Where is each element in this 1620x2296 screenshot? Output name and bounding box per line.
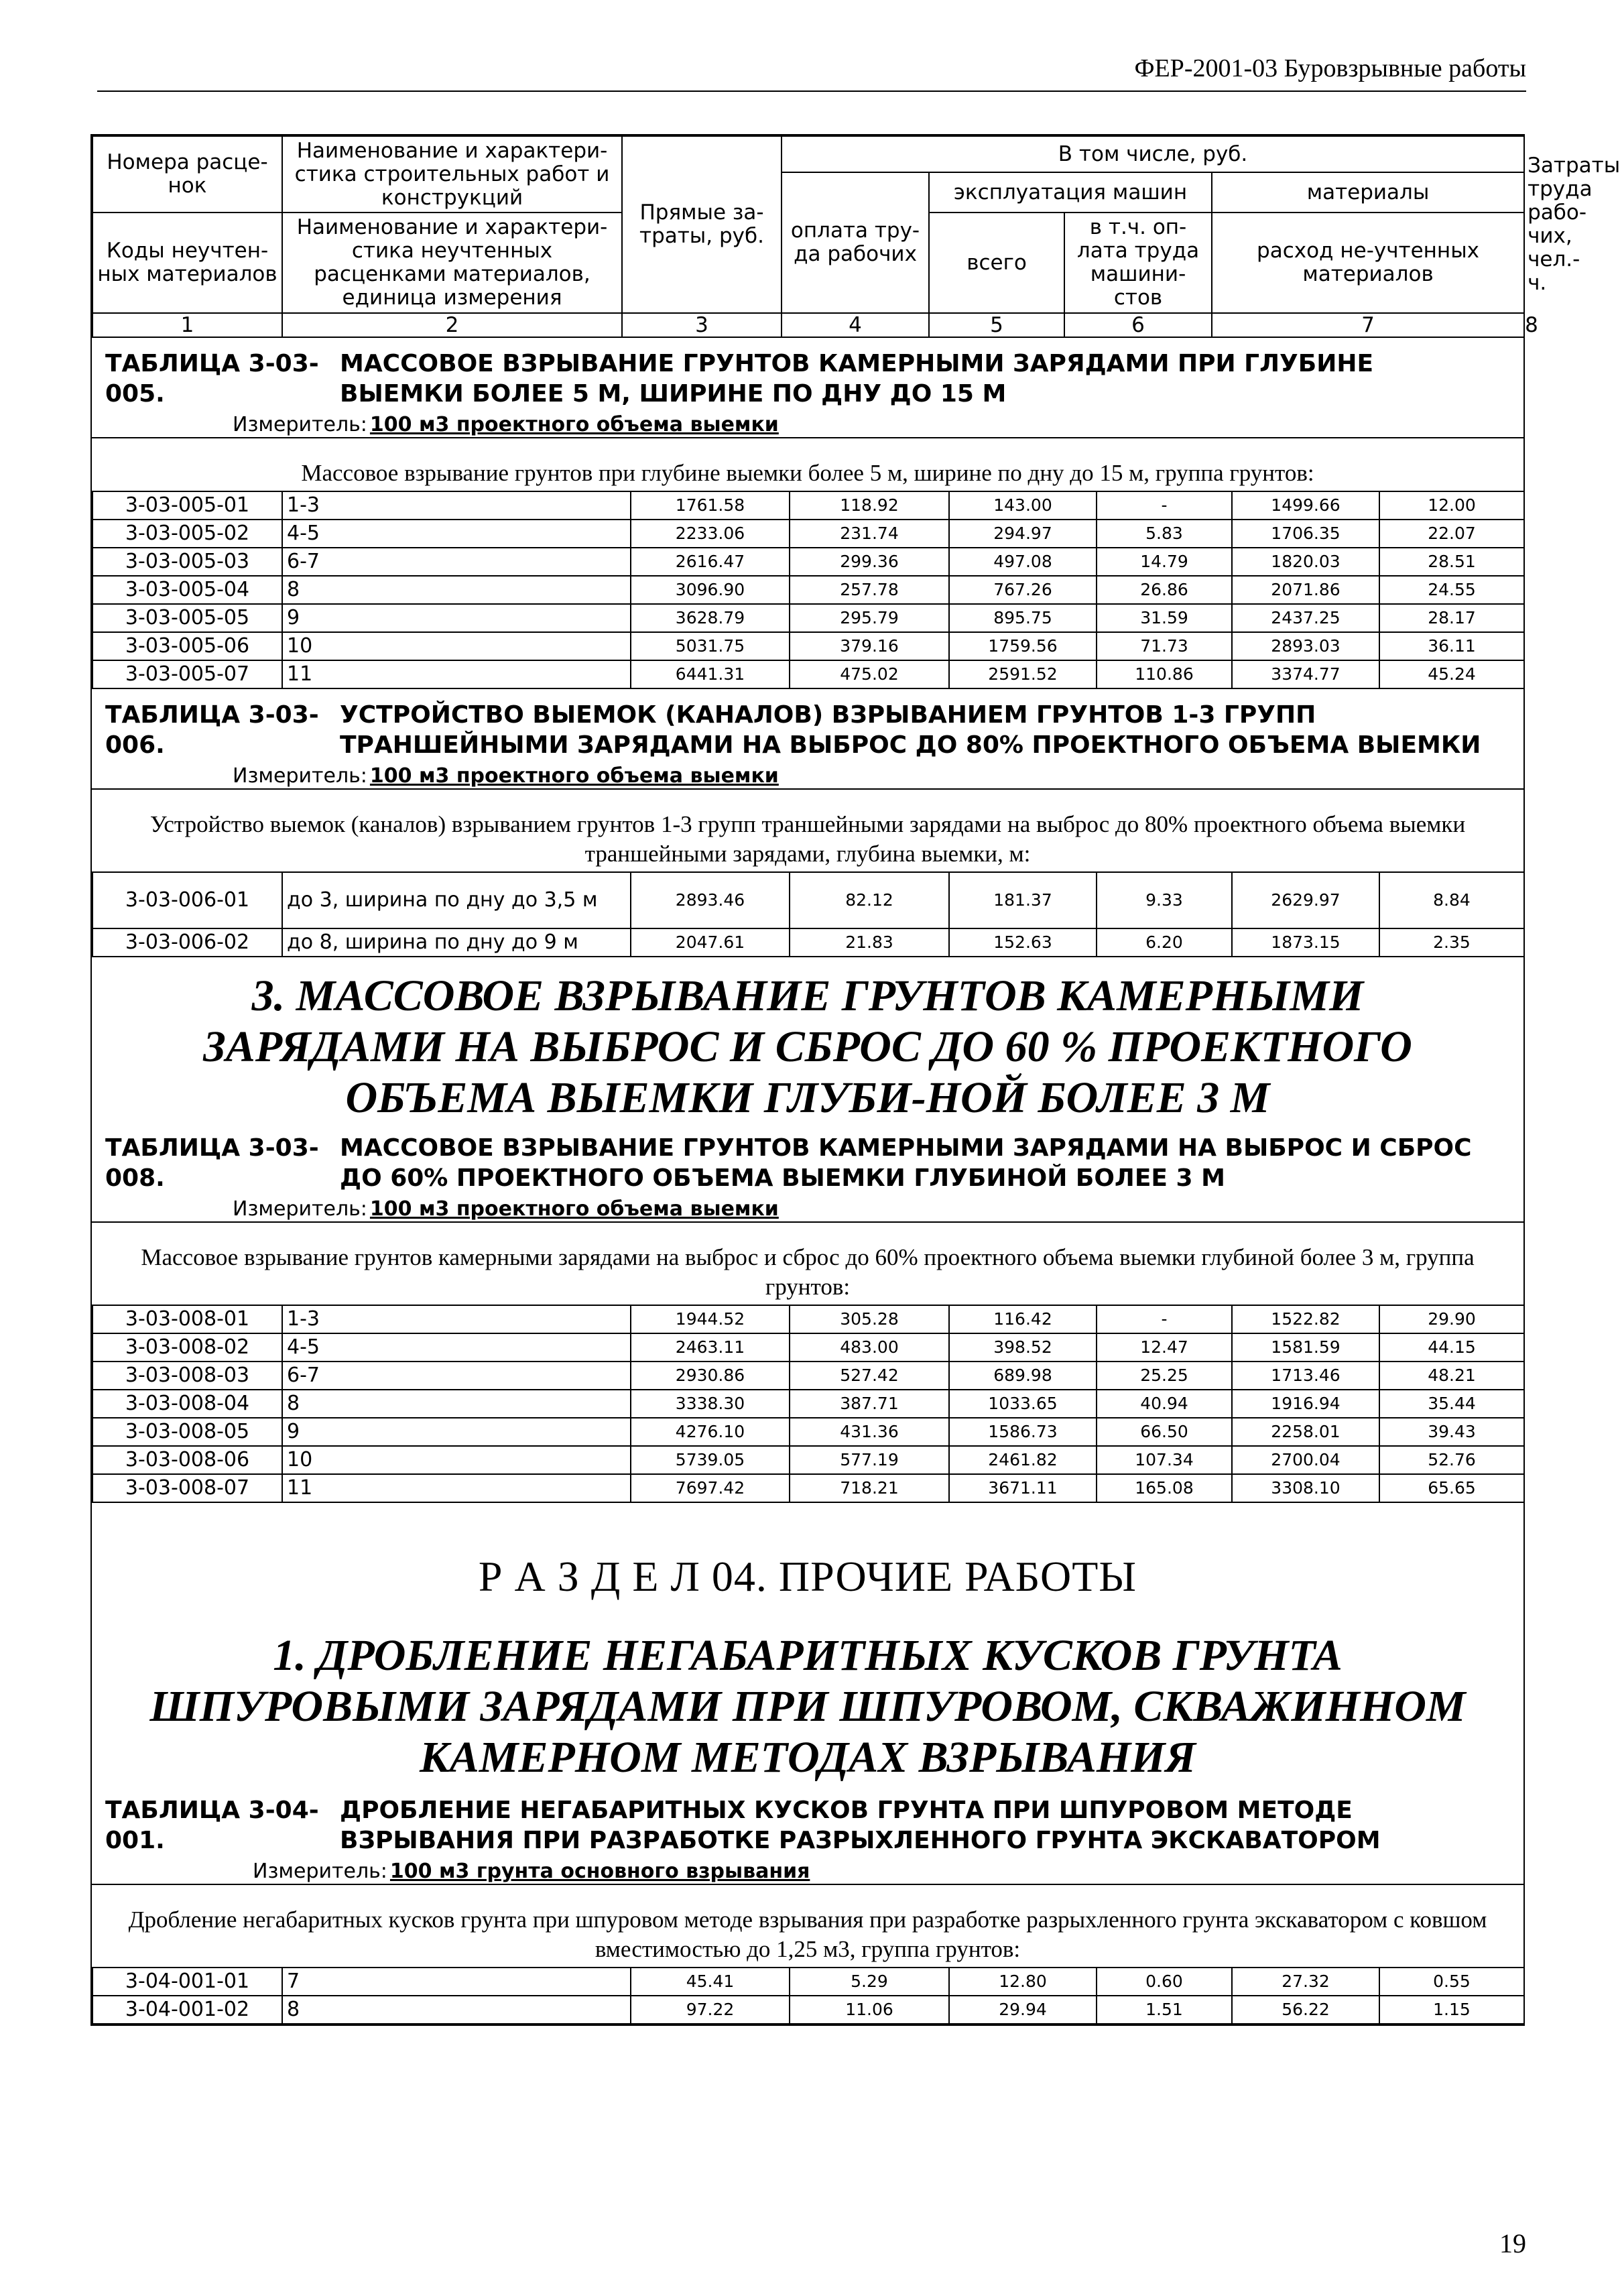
materials: 3374.77 (1232, 660, 1379, 688)
rate-name: 6-7 (282, 1362, 631, 1390)
machinist-wages: 31.59 (1097, 604, 1232, 632)
rate-name: 7 (282, 1968, 631, 1996)
direct-cost: 2930.86 (631, 1362, 790, 1390)
rate-code: 3-03-008-05 (92, 1418, 282, 1446)
direct-cost: 1944.52 (631, 1305, 790, 1333)
direct-cost: 3096.90 (631, 576, 790, 604)
rate-code: 3-03-005-05 (92, 604, 282, 632)
machinist-wages: 26.86 (1097, 576, 1232, 604)
materials: 56.22 (1232, 1996, 1379, 2024)
rate-code: 3-03-008-06 (92, 1446, 282, 1474)
machinist-wages: 25.25 (1097, 1362, 1232, 1390)
machinist-wages: 66.50 (1097, 1418, 1232, 1446)
direct-cost: 5031.75 (631, 632, 790, 660)
table-row (92, 872, 1524, 928)
header-machinist-wages: в т.ч. оп-лата труда машини-стов (1064, 213, 1212, 313)
group-heading: Дробление негабаритных кусков грунта при шпуровом методе взрывания при разработке разрыхленного грунта экскаватором с ковшом вместимостью до 1,25 м3, группа грунтов: (128, 1907, 1487, 1962)
wages: 431.36 (790, 1418, 949, 1446)
wages: 295.79 (790, 604, 949, 632)
machinist-wages: 110.86 (1097, 660, 1232, 688)
direct-cost: 7697.42 (631, 1474, 790, 1502)
meter-line (92, 1193, 1523, 1223)
machines: 2591.52 (949, 660, 1097, 688)
machines: 1759.56 (949, 632, 1097, 660)
labor: 45.24 (1379, 660, 1524, 688)
labor: 28.51 (1379, 548, 1524, 576)
table-heading: МАССОВОЕ ВЗРЫВАНИЕ ГРУНТОВ КАМЕРНЫМИ ЗАРЯДАМИ ПРИ ГЛУБИНЕ ВЫЕМКИ БОЛЕЕ 5 М, ШИРИНЕ ПО ДНУ ДО 15 М (340, 350, 1374, 408)
table-row (92, 632, 1524, 660)
table-row (92, 1968, 1524, 1996)
labor: 28.17 (1379, 604, 1524, 632)
table-row (92, 1305, 1524, 1333)
column-header: Номера расце-нок Наименование и характери-стика строительных работ и конструкций Прямые за-траты, руб. В том числе, руб. Затраты труда рабо-чих, чел.-ч. оплата тру-да рабочих эксплуатация машин материалы Коды неучтен-ных материалов Наименование и характери-стика неучтенных расценками материалов, единица измерения всего в т.ч. оп-лата труда машини-стов расход не-учтенных материалов 1 2 3 4 5 6 7 8 (92, 135, 1525, 338)
wages: 299.36 (790, 548, 949, 576)
labor: 0.55 (1379, 1968, 1524, 1996)
header-unaccounted-materials: расход не-учтенных материалов (1212, 213, 1524, 313)
group-heading: Массовое взрывание грунтов при глубине выемки более 5 м, ширине по дну до 15 м, группа грунтов: (301, 460, 1314, 486)
col-number: 4 (782, 313, 929, 337)
rates-table (92, 871, 1525, 957)
table-label: ТАБЛИЦА 3-03-006. (105, 701, 319, 759)
rates-table (92, 491, 1525, 689)
rate-name: 11 (282, 1474, 631, 1502)
meter-label: Измеритель: (253, 1860, 387, 1883)
materials: 2071.86 (1232, 576, 1379, 604)
labor: 44.15 (1379, 1333, 1524, 1362)
meter-label: Измеритель: (233, 413, 367, 436)
header-material-codes: Коды неучтен-ных материалов (92, 213, 282, 313)
wages: 82.12 (790, 872, 949, 928)
rate-name: до 3, ширина по дну до 3,5 м (282, 872, 631, 928)
machinist-wages: 14.79 (1097, 548, 1232, 576)
rate-name: 4-5 (282, 1333, 631, 1362)
meter-label: Измеритель: (233, 1197, 367, 1221)
rate-name: 10 (282, 632, 631, 660)
header-rate-number: Номера расце-нок (92, 136, 282, 213)
table-row (92, 548, 1524, 576)
machinist-wages: 5.83 (1097, 520, 1232, 548)
table-row (92, 491, 1524, 520)
materials: 1820.03 (1232, 548, 1379, 576)
col-number: 2 (282, 313, 622, 337)
machinist-wages: - (1097, 1305, 1232, 1333)
machines: 895.75 (949, 604, 1097, 632)
rate-name: 10 (282, 1446, 631, 1474)
materials: 2437.25 (1232, 604, 1379, 632)
machines: 12.80 (949, 1968, 1097, 1996)
table-row (92, 1333, 1524, 1362)
wages: 257.78 (790, 576, 949, 604)
col-number: 5 (929, 313, 1064, 337)
rate-code: 3-03-006-01 (92, 872, 282, 928)
rate-name: 1-3 (282, 491, 631, 520)
machines: 398.52 (949, 1333, 1097, 1362)
rate-name: 8 (282, 1390, 631, 1418)
header-work-name: Наименование и характери-стика строительных работ и конструкций (282, 136, 622, 213)
col-number: 6 (1064, 313, 1212, 337)
meter-line (92, 1856, 1523, 1885)
table-title (92, 338, 1523, 409)
labor: 22.07 (1379, 520, 1524, 548)
meter-value: 100 м3 проектного объема выемки (369, 764, 779, 788)
machines: 152.63 (949, 928, 1097, 957)
rate-name: 11 (282, 660, 631, 688)
labor: 24.55 (1379, 576, 1524, 604)
header-wages: оплата тру-да рабочих (782, 172, 929, 313)
table-row (92, 1418, 1524, 1446)
machines: 2461.82 (949, 1446, 1097, 1474)
wages: 231.74 (790, 520, 949, 548)
rate-code: 3-03-005-02 (92, 520, 282, 548)
meter-value: 100 м3 проектного объема выемки (369, 1197, 779, 1221)
header-machines: эксплуатация машин (929, 172, 1212, 213)
direct-cost: 2463.11 (631, 1333, 790, 1362)
table-row (92, 660, 1524, 688)
rate-code: 3-03-005-07 (92, 660, 282, 688)
machines: 143.00 (949, 491, 1097, 520)
direct-cost: 5739.05 (631, 1446, 790, 1474)
part-heading: Р А З Д Е Л 04. ПРОЧИЕ РАБОТЫ (478, 1553, 1137, 1600)
rate-code: 3-03-008-02 (92, 1333, 282, 1362)
materials: 2893.03 (1232, 632, 1379, 660)
direct-cost: 3628.79 (631, 604, 790, 632)
page-number: 19 (1499, 2228, 1526, 2258)
header-material-name: Наименование и характери-стика неучтенных расценками материалов, единица измерения (282, 213, 622, 313)
wages: 387.71 (790, 1390, 949, 1418)
machinist-wages: 40.94 (1097, 1390, 1232, 1418)
machines: 1586.73 (949, 1418, 1097, 1446)
table-label: ТАБЛИЦА 3-03-008. (105, 1134, 319, 1192)
header-direct-costs: Прямые за-траты, руб. (622, 136, 782, 313)
table-row (92, 1474, 1524, 1502)
table-row (92, 520, 1524, 548)
machinist-wages: 6.20 (1097, 928, 1232, 957)
materials: 2629.97 (1232, 872, 1379, 928)
section-heading: 3. МАССОВОЕ ВЗРЫВАНИЕ ГРУНТОВ КАМЕРНЫМИ ЗАРЯДАМИ НА ВЫБРОС И СБРОС ДО 60 % ПРОЕКТНОГО ОБЪЕМА ВЫЕМКИ ГЛУБИ-НОЙ БОЛЕЕ 3 М (203, 971, 1412, 1122)
group-heading: Устройство выемок (каналов) взрыванием грунтов 1-3 групп траншейными зарядами на выброс до 80% проектного объема выемки траншейными зарядами, глубина выемки, м: (149, 811, 1466, 867)
labor: 35.44 (1379, 1390, 1524, 1418)
machines: 1033.65 (949, 1390, 1097, 1418)
rate-code: 3-03-005-06 (92, 632, 282, 660)
rate-name: 6-7 (282, 548, 631, 576)
rate-code: 3-03-006-02 (92, 928, 282, 957)
materials: 1706.35 (1232, 520, 1379, 548)
machines: 181.37 (949, 872, 1097, 928)
machinist-wages: 165.08 (1097, 1474, 1232, 1502)
wages: 21.83 (790, 928, 949, 957)
machines: 3671.11 (949, 1474, 1097, 1502)
materials: 27.32 (1232, 1968, 1379, 1996)
direct-cost: 1761.58 (631, 491, 790, 520)
meter-value: 100 м3 грунта основного взрывания (389, 1860, 810, 1883)
col-number: 3 (622, 313, 782, 337)
materials: 1499.66 (1232, 491, 1379, 520)
labor: 1.15 (1379, 1996, 1524, 2024)
machines: 497.08 (949, 548, 1097, 576)
rate-name: 1-3 (282, 1305, 631, 1333)
direct-cost: 3338.30 (631, 1390, 790, 1418)
machines: 689.98 (949, 1362, 1097, 1390)
wages: 5.29 (790, 1968, 949, 1996)
group-heading: Массовое взрывание грунтов камерными зарядами на выброс и сброс до 60% проектного объема выемки глубиной более 3 м, группа грунтов: (141, 1244, 1475, 1300)
rate-code: 3-03-005-03 (92, 548, 282, 576)
table-row (92, 1390, 1524, 1418)
rate-code: 3-04-001-01 (92, 1968, 282, 1996)
table-label: ТАБЛИЦА 3-03-005. (105, 350, 319, 408)
rate-name: 9 (282, 1418, 631, 1446)
rate-code: 3-03-005-04 (92, 576, 282, 604)
labor: 12.00 (1379, 491, 1524, 520)
rate-name: 4-5 (282, 520, 631, 548)
direct-cost: 2893.46 (631, 872, 790, 928)
machinist-wages: - (1097, 491, 1232, 520)
table-title (92, 1133, 1523, 1193)
wages: 118.92 (790, 491, 949, 520)
header-machines-total: всего (929, 213, 1064, 313)
rate-name: до 8, ширина по дну до 9 м (282, 928, 631, 957)
labor: 2.35 (1379, 928, 1524, 957)
section-heading: 1. ДРОБЛЕНИЕ НЕГАБАРИТНЫХ КУСКОВ ГРУНТА ШПУРОВЫМИ ЗАРЯДАМИ ПРИ ШПУРОВОМ, СКВАЖИННОМ КАМЕРНОМ МЕТОДАХ ВЗРЫВАНИЯ (149, 1631, 1466, 1782)
machinist-wages: 9.33 (1097, 872, 1232, 928)
meter-value: 100 м3 проектного объема выемки (369, 413, 779, 436)
machines: 29.94 (949, 1996, 1097, 2024)
direct-cost: 4276.10 (631, 1418, 790, 1446)
labor: 8.84 (1379, 872, 1524, 928)
wages: 11.06 (790, 1996, 949, 2024)
table-title (92, 689, 1523, 760)
labor: 48.21 (1379, 1362, 1524, 1390)
table-title (92, 1793, 1523, 1856)
table-heading: ДРОБЛЕНИЕ НЕГАБАРИТНЫХ КУСКОВ ГРУНТА ПРИ ШПУРОВОМ МЕТОДЕ ВЗРЫВАНИЯ ПРИ РАЗРАБОТКЕ РАЗРЫХЛЕННОГО ГРУНТА ЭКСКАВАТОРОМ (340, 1797, 1381, 1854)
direct-cost: 2047.61 (631, 928, 790, 957)
machines: 294.97 (949, 520, 1097, 548)
table-row (92, 1996, 1524, 2024)
wages: 577.19 (790, 1446, 949, 1474)
table-row (92, 928, 1524, 957)
col-number: 7 (1212, 313, 1524, 337)
direct-cost: 2233.06 (631, 520, 790, 548)
labor: 29.90 (1379, 1305, 1524, 1333)
rate-code: 3-04-001-02 (92, 1996, 282, 2024)
materials: 1522.82 (1232, 1305, 1379, 1333)
rate-code: 3-03-008-03 (92, 1362, 282, 1390)
materials: 1916.94 (1232, 1390, 1379, 1418)
rate-code: 3-03-008-04 (92, 1390, 282, 1418)
labor: 52.76 (1379, 1446, 1524, 1474)
table-label: ТАБЛИЦА 3-04-001. (105, 1797, 319, 1854)
wages: 718.21 (790, 1474, 949, 1502)
wages: 475.02 (790, 660, 949, 688)
materials: 2700.04 (1232, 1446, 1379, 1474)
wages: 527.42 (790, 1362, 949, 1390)
machinist-wages: 1.51 (1097, 1996, 1232, 2024)
materials: 1713.46 (1232, 1362, 1379, 1390)
machines: 116.42 (949, 1305, 1097, 1333)
header-materials: материалы (1212, 172, 1524, 213)
labor: 36.11 (1379, 632, 1524, 660)
direct-cost: 97.22 (631, 1996, 790, 2024)
running-head: ФЕР-2001-03 Буровзрывные работы (1134, 54, 1526, 82)
header-rule (97, 90, 1526, 92)
direct-cost: 45.41 (631, 1968, 790, 1996)
materials: 2258.01 (1232, 1418, 1379, 1446)
meter-label: Измеритель: (233, 764, 367, 788)
labor: 65.65 (1379, 1474, 1524, 1502)
machinist-wages: 12.47 (1097, 1333, 1232, 1362)
rate-name: 8 (282, 576, 631, 604)
rate-code: 3-03-008-07 (92, 1474, 282, 1502)
header-including: В том числе, руб. (782, 136, 1524, 172)
rates-table (92, 1967, 1525, 2025)
table-heading: УСТРОЙСТВО ВЫЕМОК (КАНАЛОВ) ВЗРЫВАНИЕМ ГРУНТОВ 1-3 ГРУПП ТРАНШЕЙНЫМИ ЗАРЯДАМИ НА ВЫБРОС ДО 80% ПРОЕКТНОГО ОБЪЕМА ВЫЕМКИ (340, 701, 1481, 759)
rate-code: 3-03-008-01 (92, 1305, 282, 1333)
machines: 767.26 (949, 576, 1097, 604)
wages: 305.28 (790, 1305, 949, 1333)
rates-table-frame (90, 134, 1620, 2026)
table-row (92, 604, 1524, 632)
materials: 1873.15 (1232, 928, 1379, 957)
materials: 1581.59 (1232, 1333, 1379, 1362)
wages: 379.16 (790, 632, 949, 660)
table-row (92, 1446, 1524, 1474)
meter-line (92, 760, 1523, 790)
table-row (92, 576, 1524, 604)
direct-cost: 6441.31 (631, 660, 790, 688)
table-row (92, 1362, 1524, 1390)
materials: 3308.10 (1232, 1474, 1379, 1502)
labor: 39.43 (1379, 1418, 1524, 1446)
rate-name: 8 (282, 1996, 631, 2024)
direct-cost: 2616.47 (631, 548, 790, 576)
rate-code: 3-03-005-01 (92, 491, 282, 520)
machinist-wages: 0.60 (1097, 1968, 1232, 1996)
rates-table (92, 1305, 1525, 1503)
col-number: 1 (92, 313, 282, 337)
wages: 483.00 (790, 1333, 949, 1362)
table-heading: МАССОВОЕ ВЗРЫВАНИЕ ГРУНТОВ КАМЕРНЫМИ ЗАРЯДАМИ НА ВЫБРОС И СБРОС ДО 60% ПРОЕКТНОГО ОБЪЕМА ВЫЕМКИ ГЛУБИНОЙ БОЛЕЕ 3 М (340, 1134, 1472, 1192)
machinist-wages: 107.34 (1097, 1446, 1232, 1474)
meter-line (92, 409, 1523, 438)
machinist-wages: 71.73 (1097, 632, 1232, 660)
rate-name: 9 (282, 604, 631, 632)
